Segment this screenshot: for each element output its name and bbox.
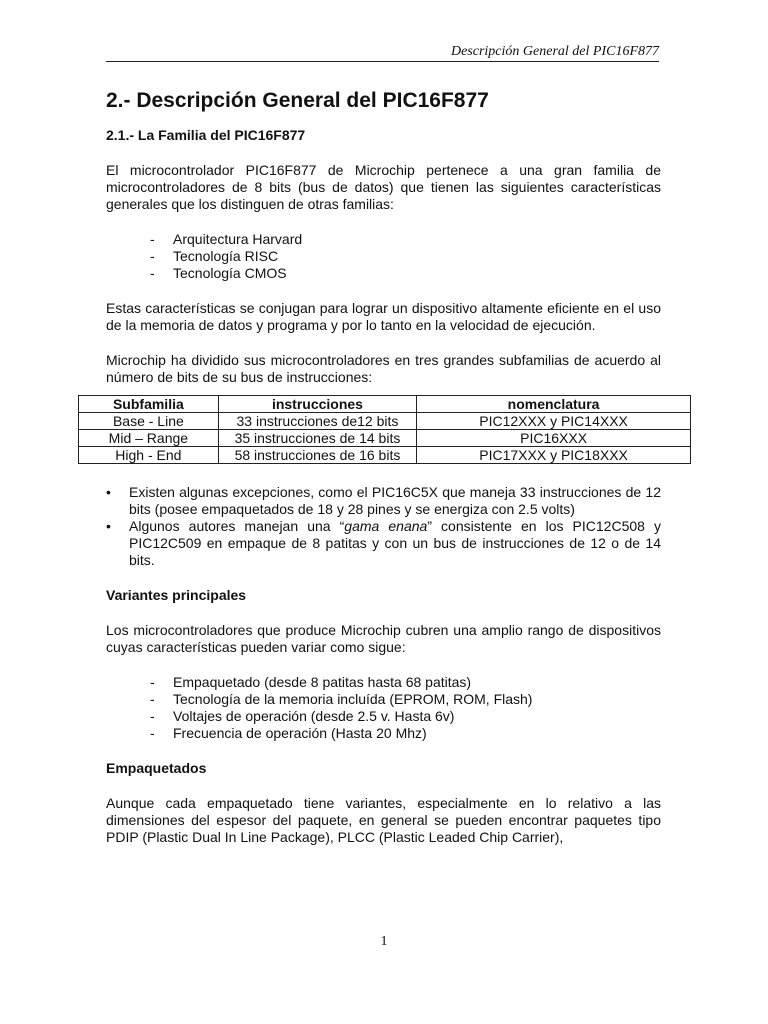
table-cell: Mid – Range [79, 430, 219, 447]
subfamilies-table [78, 395, 691, 464]
table-cell: High - End [79, 447, 219, 464]
column-header-subfamilia: Subfamilia [79, 396, 219, 413]
chapter-title: 2.- Descripción General del PIC16F877 [106, 89, 489, 112]
table-cell: 33 instrucciones de12 bits [218, 413, 416, 430]
table-cell: PIC17XXX y PIC18XXX [417, 447, 691, 464]
table-cell: 35 instrucciones de 14 bits [218, 430, 416, 447]
table-cell: PIC12XXX y PIC14XXX [417, 413, 691, 430]
section-heading-variantes: Variantes principales [106, 587, 247, 603]
section-heading-empaquetados: Empaquetados [106, 760, 207, 776]
packages-paragraph: Aunque cada empaquetado tiene variantes, especialmente en lo relativo a las dimensiones del espesor del paquete, en general se pueden encontrar paquetes tipo PDIP (Plastic Dual In Line Package), PLCC (Plastic Leaded Chip Carrier), [106, 795, 661, 845]
list-item: - Empaquetado (desde 8 patitas hasta 68 patitas) [106, 674, 661, 691]
running-header: Descripción General del PIC16F877 [106, 44, 659, 62]
table-row [79, 430, 691, 447]
bullet-text: Algunos autores manejan una “ [129, 518, 345, 534]
variants-paragraph: Los microcontroladores que produce Microchip cubren una amplio rango de dispositivos cuyas características pueden variar como sigue: [106, 622, 661, 655]
variants-list [106, 674, 661, 742]
intro-paragraph: El microcontrolador PIC16F877 de Microchip pertenece a una gran familia de microcontroladores de 8 bits (bus de datos) que tienen las siguientes características generales que los distinguen de otras familias: [106, 162, 661, 212]
column-header-instrucciones: instrucciones [218, 396, 416, 413]
page-content [106, 88, 661, 864]
efficiency-paragraph: Estas características se conjugan para lograr un dispositivo altamente eficiente en el uso de la memoria de datos y programa y por lo tanto en la velocidad de ejecución. [106, 300, 661, 333]
table-cell: PIC16XXX [417, 430, 691, 447]
table-row [79, 447, 691, 464]
list-item: - Tecnología RISC [106, 248, 661, 265]
emphasis-text: gama enana [344, 518, 428, 534]
list-item: - Tecnología CMOS [106, 265, 661, 282]
list-item: - Voltajes de operación (desde 2.5 v. Hasta 6v) [106, 708, 661, 725]
notes-bullet-list [106, 484, 661, 569]
page-number: 1 [380, 934, 388, 949]
list-item [106, 518, 661, 569]
features-list [106, 231, 661, 282]
table-header-row [79, 396, 691, 413]
list-item: - Frecuencia de operación (Hasta 20 Mhz) [106, 725, 661, 742]
section-heading-familia: 2.1.- La Familia del PIC16F877 [106, 127, 306, 143]
column-header-nomenclatura: nomenclatura [417, 396, 691, 413]
table-row [79, 413, 691, 430]
table-cell: Base - Line [79, 413, 219, 430]
list-item: • Existen algunas excepciones, como el PIC16C5X que maneja 33 instrucciones de 12 bits (posee empaquetados de 18 y 28 pines y se energiza con 2.5 volts) [106, 484, 661, 518]
bullet-text: ” consistente en los PIC12C508 y PIC12C509 en empaque de 8 patitas y con un bus de instrucciones de 12 o de 14 bits. [129, 518, 662, 568]
subfamilies-paragraph: Microchip ha dividido sus microcontroladores en tres grandes subfamilias de acuerdo al número de bits de su bus de instrucciones: [106, 352, 661, 385]
list-item: - Arquitectura Harvard [106, 231, 661, 248]
list-item: - Tecnología de la memoria incluída (EPROM, ROM, Flash) [106, 691, 661, 708]
table-cell: 58 instrucciones de 16 bits [218, 447, 416, 464]
